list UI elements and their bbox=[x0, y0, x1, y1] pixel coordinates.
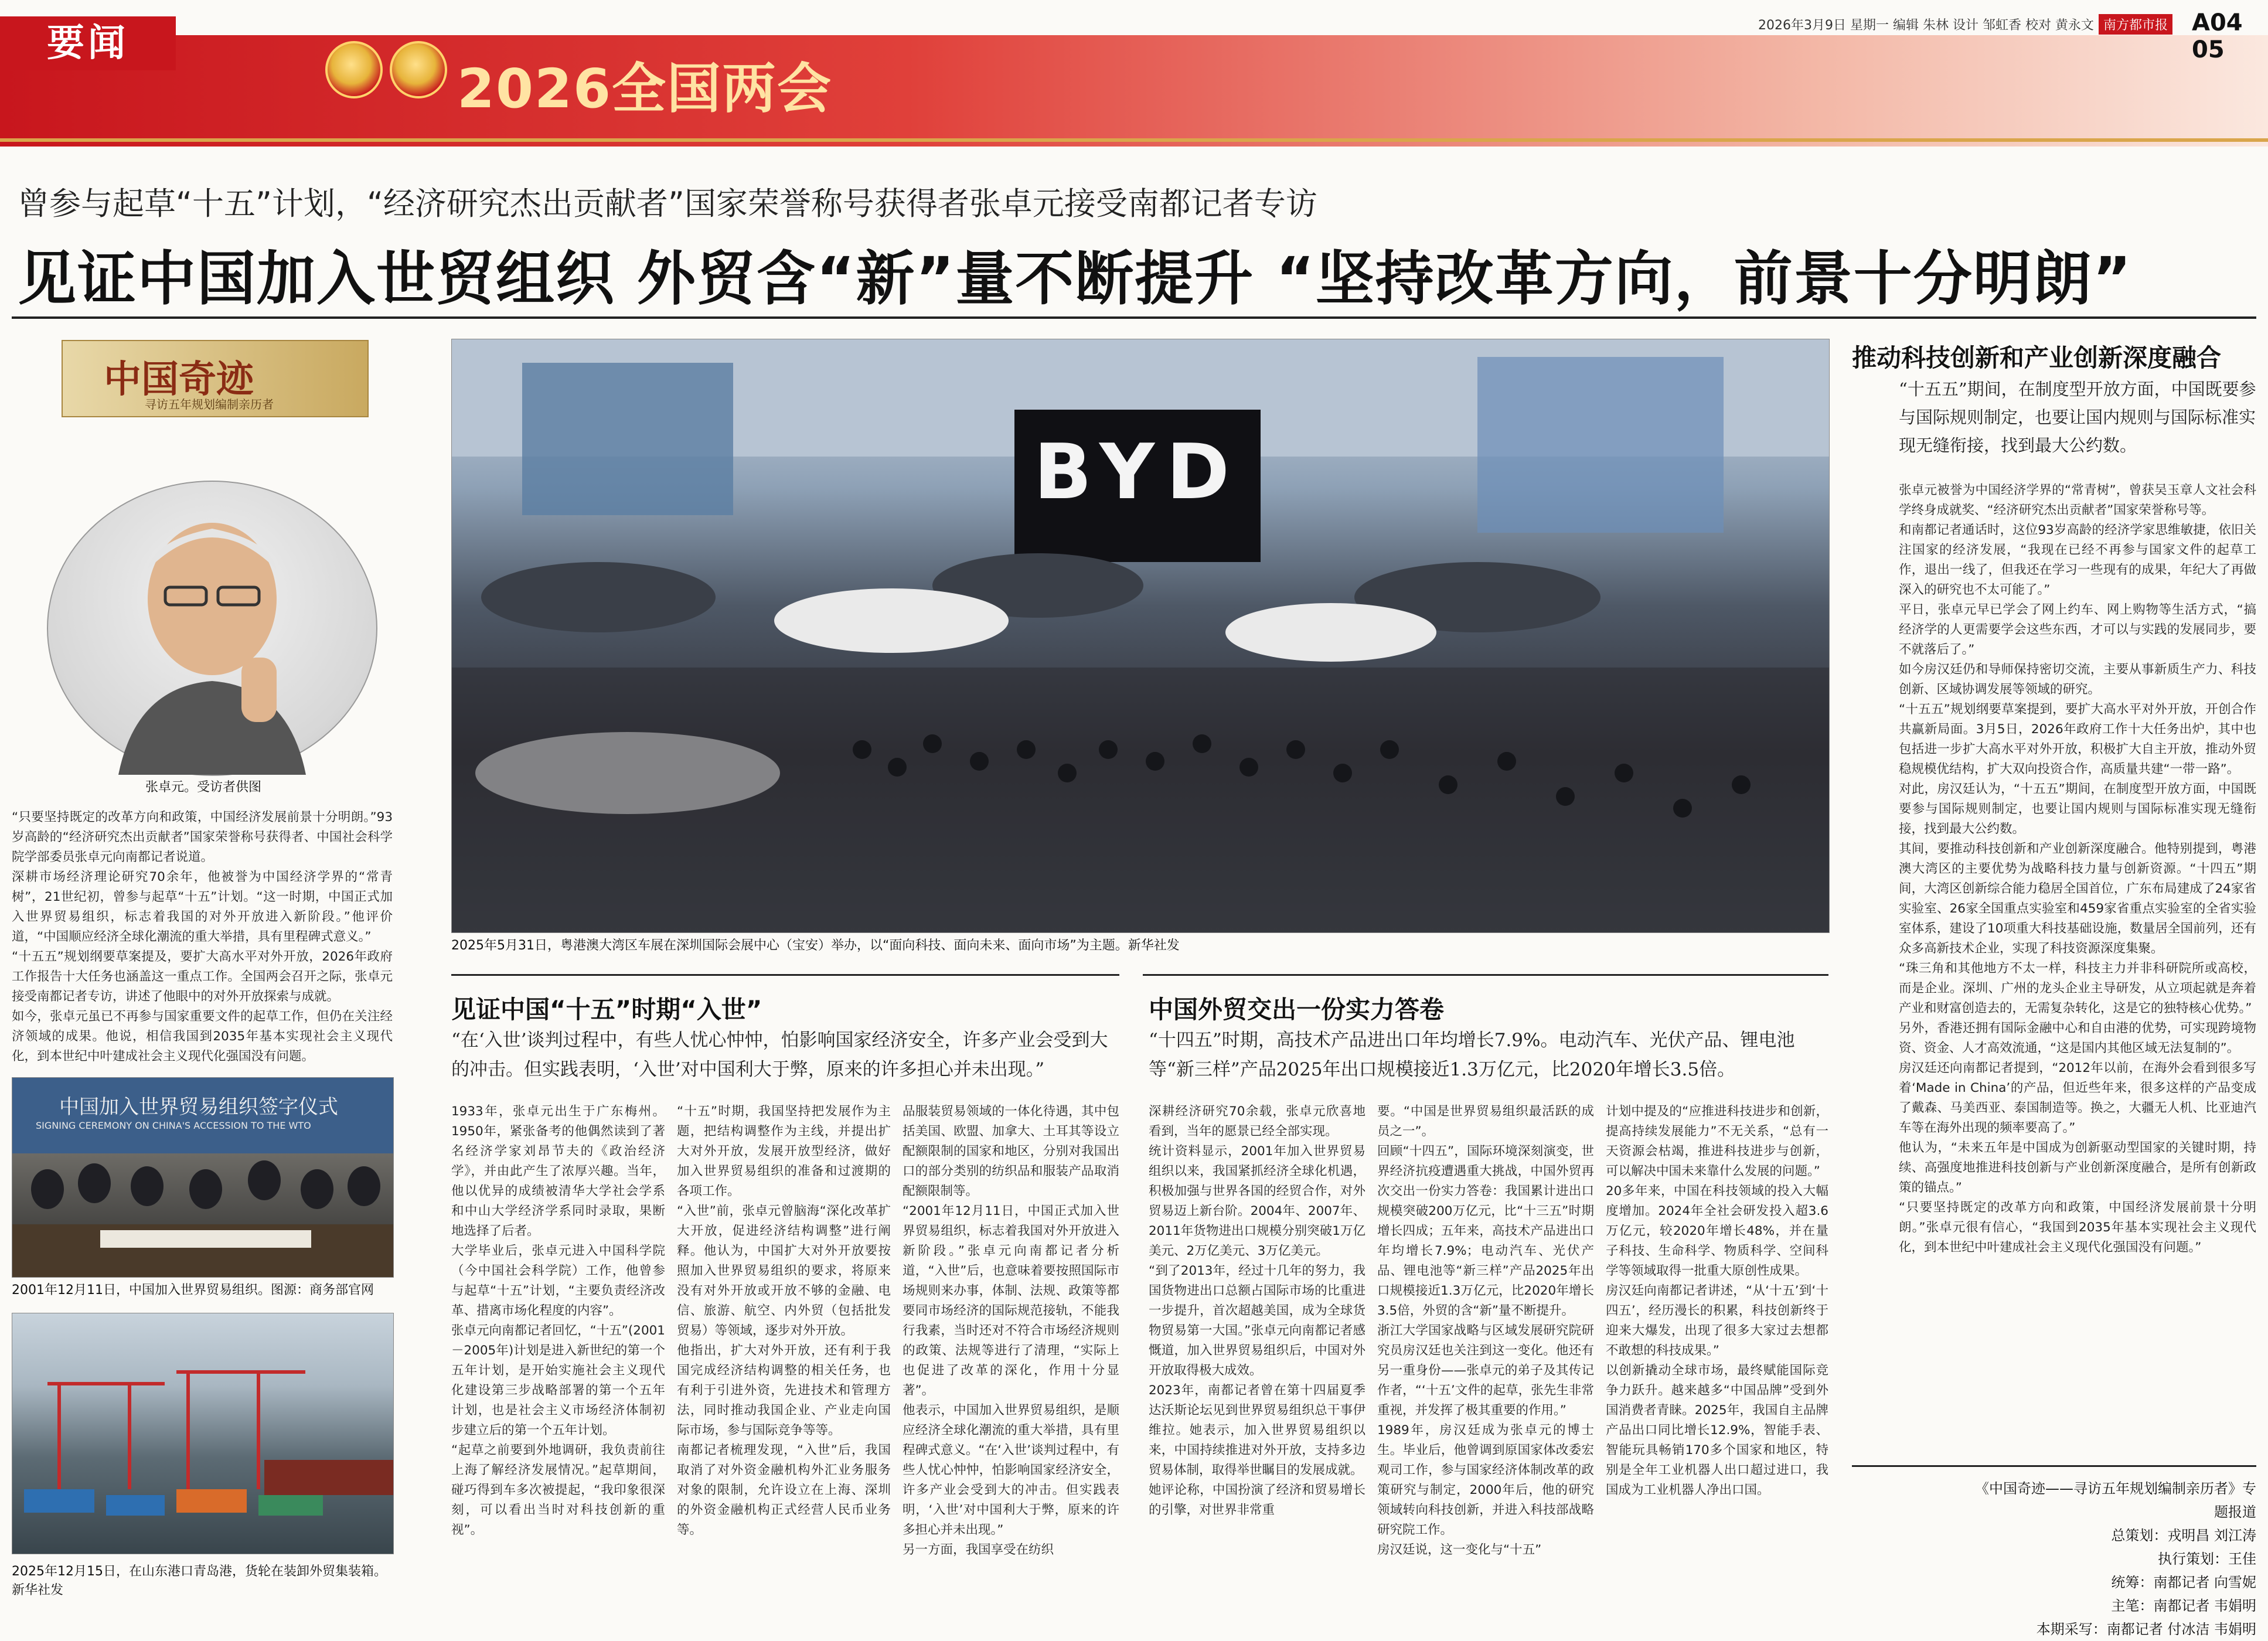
credits-line: 《中国奇迹——寻访五年规划编制亲历者》专题报道 bbox=[1975, 1480, 2256, 1520]
column-tag-title: 中国奇迹 bbox=[104, 358, 254, 401]
paragraph: 其间，要推动科技创新和产业创新深度融合。他特别提到，粤港澳大湾区的主要优势为战略科技力量与创新资源。“十四五”期间，大湾区创新综合能力稳居全国首位，广东布局建成了24家省实验室、26家全国重点实验室和459家省重点实验室的全省实验室体系，建设了10项重大科技基础设施，数量居全国前列，还有众多高新技术企业，实现了科技资源深度集聚。 bbox=[1899, 842, 2256, 956]
paragraph: 深耕经济研究70余载，张卓元欣喜地看到，当年的愿景已经全部实现。 bbox=[1149, 1104, 1365, 1139]
wto-sign-english: SIGNING CEREMONY ON CHINA'S ACCESSION TO THE WTO bbox=[36, 1120, 311, 1131]
paragraph: 她评论称，中国扮演了经济和贸易增长的引擎，对世界非常重 bbox=[1149, 1483, 1365, 1517]
section1-col3 bbox=[903, 1102, 1119, 1618]
paragraph: 平日，张卓元早已学会了网上约车、网上购物等生活方式，“搞经济学的人更需要学会这些东西，才可以与实践的发展同步，要不就落后了。” bbox=[1899, 602, 2256, 657]
paragraph: 他认为，“未来五年是中国成为创新驱动型国家的关键时期，持续、高强度地推进科技创新与产业创新深度融合，是所有创新政策的锚点。” bbox=[1899, 1140, 2256, 1195]
credits-rule bbox=[1852, 1465, 2256, 1467]
paragraph: 如今房汉廷仍和导师保持密切交流，主要从事新质生产力、科技创新、区域协调发展等领域的研究。 bbox=[1899, 662, 2256, 697]
headline-rule bbox=[12, 316, 2256, 319]
section3-title: 推动科技创新和产业创新深度融合 bbox=[1852, 343, 2222, 372]
paragraph: “到了2013年，经过十几年的努力，我国货物进出口总额占国际市场的比重进一步提升，首次超越美国，成为全球货物贸易第一大国。”张卓元向南都记者感慨道，加入世界贸易组织后，中国对外开放取得极大成效。 bbox=[1149, 1264, 1365, 1378]
paragraph: 回顾“十四五”，国际环境深刻演变，世界经济抗疫遭遇重大挑战，中国外贸再次交出一份实力答卷：我国累计进出口规模突破200万亿元，比“十三五”时期增长四成；五年来，高技术产品进出口年均增长7.9%；电动汽车、光伏产品、锂电池等“新三样”产品2025年出口规模接近1.3万亿元，比2020年增长3.5倍，外贸的含“新”量不断提升。 bbox=[1377, 1144, 1594, 1318]
section2-rule bbox=[1143, 974, 1828, 976]
portrait-caption: 张卓元。受访者供图 bbox=[145, 780, 262, 795]
section1-lead: “在‘入世’谈判过程中，有些人忧心忡忡，怕影响国家经济安全，许多产业会受到大的冲击。但实践表明，‘入世’对中国利大于弊，原来的许多担心并未出现。” bbox=[451, 1030, 1108, 1080]
port-cranes bbox=[12, 1313, 393, 1554]
intro-paragraph: “只要坚持既定的改革方向和政策，中国经济发展前景十分明朗。”93岁高龄的“经济研究杰出贡献者”国家荣誉称号获得者、中国社会科学院学部委员张卓元向南都记者说道。 bbox=[12, 810, 393, 864]
intro-text bbox=[12, 808, 393, 1064]
paragraph: 另一方面，我国享受在纺织 bbox=[903, 1543, 1054, 1557]
cppcc-emblem-icon bbox=[390, 41, 447, 98]
national-emblem-icon bbox=[325, 41, 383, 98]
paragraph: “珠三角和其他地方不太一样，科技主力并非科研院所或高校，而是企业。深圳、广州的龙头企业主导研发，从立项起就是奔着产业和财富创造去的，无需复杂转化，这是它的独特核心优势。” bbox=[1899, 961, 2256, 1016]
paragraph: 1989年，房汉廷成为张卓元的博士生。毕业后，他曾调到原国家体改委宏观司工作，参与国家经济体制改革的政策研究与制定，2000年后，他的研究领域转向科技创新，并进入科技部战略研究院工作。 bbox=[1377, 1423, 1594, 1537]
paragraph: “入世”前，张卓元曾脑海“深化改革扩大开放，促进经济结构调整”进行阐释。他认为，中国扩大对外开放要按照加入世界贸易组织的要求，将原来没有对外开放或开放不够的金融、电信、旅游、航空、内外贸（包括批发贸易）等领域，逐步对外开放。 bbox=[677, 1204, 891, 1338]
section1-col1 bbox=[451, 1102, 665, 1618]
paragraph: 他表示，中国加入世界贸易组织，是顺应经济全球化潮流的重大举措，具有里程碑式意义。“在‘入世’谈判过程中，有些人忧心忡忡，怕影响国家经济安全，许多产业会受到大的冲击。但实践表明，‘入世’对中国利大于弊，原来的许多担心并未出现。” bbox=[903, 1403, 1119, 1537]
intro-paragraph: 如今，张卓元虽已不再参与国家重要文件的起草工作，但仍在关注经济领域的成果。他说，相信我国到2035年基本实现社会主义现代化，到本世纪中叶建成社会主义现代化强国没有问题。 bbox=[12, 1009, 393, 1064]
port-photo bbox=[12, 1313, 394, 1554]
paragraph: 统计资料显示，2001年加入世界贸易组织以来，我国紧抓经济全球化机遇，积极加强与世界各国的经贸合作，对外贸易迈上新台阶。2004年、2007年、2011年货物进出口规模分别突破1万亿美元、2万亿美元、3万亿美元。 bbox=[1149, 1144, 1365, 1258]
paragraph: 浙江大学国家战略与区域发展研究院研究员房汉廷也关注到这一变化。他还有另一重身份——张卓元的弟子及其传记作者，“‘十五’文件的起草，张先生非常重视，并发挥了极其重要的作用。” bbox=[1377, 1323, 1594, 1418]
section-label: 要闻 bbox=[0, 16, 176, 70]
headline: 见证中国加入世贸组织 外贸含“新”量不断提升 “坚持改革方向，前景十分明朗” bbox=[18, 244, 2133, 313]
paragraph: 计划中提及的“应推进科技进步和创新，提高持续发展能力”不无关系，“总有一天资源会枯竭，推进科技进步与创新，可以解决中国未来靠什么发展的问题。” bbox=[1606, 1104, 1828, 1179]
port-caption: 2025年12月15日，在山东港口青岛港，货轮在装卸外贸集装箱。新华社发 bbox=[12, 1564, 387, 1598]
paragraph: “起草之前要到外地调研，我负责前往上海了解经济发展情况。”起草期间，碰巧得到车多次被提起，“我印象很深刻，可以看出当时对科技创新的重视”。 bbox=[451, 1443, 665, 1537]
paragraph: 对此，房汉廷认为，“十五五”期间，在制度型开放方面，中国既要参与国际规则制定，也要让国内规则与国际标准实现无缝衔接，找到最大公约数。 bbox=[1899, 782, 2256, 836]
section1-col2 bbox=[677, 1102, 891, 1618]
paragraph: 2023年，南都记者曾在第十四届夏季达沃斯论坛见到世界贸易组织总干事伊维拉。她表示，加入世界贸易组织以来，中国持续推进对外开放，支持多边贸易体制，取得举世瞩目的发展成就。 bbox=[1149, 1383, 1365, 1477]
kicker: 曾参与起草“十五”计划，“经济研究杰出贡献者”国家荣誉称号获得者张卓元接受南都记者专访 bbox=[18, 185, 1317, 222]
wto-photo bbox=[12, 1077, 394, 1278]
paragraph: 另外，香港还拥有国际金融中心和自由港的优势，可实现跨境物资、资金、人才高效流通，“这是国内其他区域无法复制的”。 bbox=[1899, 1021, 2256, 1056]
auto-show-photo bbox=[451, 339, 1830, 933]
paragraph: “十五”时期，我国坚持把发展作为主题，把结构调整作为主线，并提出扩大对外开放，发展开放型经济，做好加入世界贸易组织的准备和过渡期的各项工作。 bbox=[677, 1104, 891, 1199]
paragraph: 张卓元被誉为中国经济学界的“常青树”，曾获吴玉章人文社会科学终身成就奖、“经济研究杰出贡献者”国家荣誉称号等。 bbox=[1899, 483, 2256, 518]
intro-paragraph: “十五五”规划纲要草案提及，要扩大高水平对外开放，2026年政府工作报告十大任务也涵盖这一重点工作。全国两会召开之际，张卓元接受南都记者专访，讲述了他眼中的对外开放探索与成就。 bbox=[12, 949, 393, 1004]
intro-paragraph: 深耕市场经济理论研究70余年，他被誉为中国经济学界的“常青树”，21世纪初，曾参与起草“十五”计划。“这一时期，中国正式加入世界贸易组织，标志着我国的对外开放进入新阶段。”他评价道，“中国顺应经济全球化潮流的重大举措，具有里程碑式意义。” bbox=[12, 870, 393, 944]
signing-people bbox=[12, 1154, 393, 1277]
section2-col2 bbox=[1377, 1102, 1594, 1618]
paragraph: 品服装贸易领域的一体化待遇，其中包括美国、欧盟、加拿大、土耳其等设立配额限制的国家和地区，分别对我国出口的部分类别的纺织品和服装产品取消配额限制等。 bbox=[903, 1104, 1119, 1199]
column-tag bbox=[62, 340, 369, 417]
section2-lead: “十四五”时期，高技术产品进出口年均增长7.9%。电动汽车、光伏产品、锂电池等“新三样”产品2025年出口规模接近1.3万亿元，比2020年增长3.5倍。 bbox=[1149, 1030, 1795, 1080]
credits-line: 执行策划：王佳 bbox=[2158, 1551, 2256, 1567]
page-meta bbox=[1758, 14, 2172, 35]
paragraph: 20多年来，中国在科技领域的投入大幅度增加。2024年全社会研发投入超3.6万亿元，较2020年增长48%，并在量子科技、生命科学、物质科学、空间科学等领域取得一批重大原创性成果。 bbox=[1606, 1184, 1828, 1278]
paragraph: 1933年，张卓元出生于广东梅州。1950年，紧张备考的他偶然读到了著名经济学家刘昂节夫的《政治经济学》，并由此产生了浓厚兴趣。当年，他以优异的成绩被清华大学社会学系和中山大学经济学系同时录取，果断地选择了后者。 bbox=[451, 1104, 665, 1238]
credits-line: 总策划：戎明昌 刘江涛 bbox=[2111, 1527, 2256, 1544]
portrait-photo bbox=[47, 481, 377, 776]
paragraph: “2001年12月11日，中国正式加入世界贸易组织，标志着我国对外开放进入新阶段。”张卓元向南都记者分析道，“入世”后，也意味着要按照国际市场规则来办事，体制、法规、政策等都要同市场经济的国际规范接轨，不能我行我素，当时还对不符合市场经济规则的政策、法规等进行了清理，“实际上也促进了改革的深化，作用十分显著”。 bbox=[903, 1204, 1119, 1398]
banner-title: 2026全国两会 bbox=[457, 57, 833, 120]
byd-logo: BYD bbox=[1033, 427, 1242, 516]
paragraph: “十五五”规划纲要草案提到，要扩大高水平对外开放，开创合作共赢新局面。3月5日，2026年政府工作十大任务出炉，其中也包括进一步扩大高水平对外开放，积极扩大自主开放，推动外贸稳规模优结构，扩大双向投资合作，高质量共建“一带一路”。 bbox=[1899, 702, 2256, 777]
banner-divider bbox=[0, 138, 2268, 142]
wto-sign-chinese: 中国加入世界贸易组织签字仪式 bbox=[59, 1095, 338, 1119]
paragraph: 大学毕业后，张卓元进入中国科学院（今中国社会科学院）工作，他曾参与起草“十五”计划，“主要负责经济改革、措离市场化程度的内容”。 bbox=[451, 1244, 665, 1318]
paragraph: “只要坚持既定的改革方向和政策，中国经济发展前景十分明朗。”张卓元很有信心，“我国到2035年基本实现社会主义现代化，到本世纪中叶建成社会主义现代化强国没有问题。” bbox=[1899, 1200, 2256, 1255]
page-number: A04 05 bbox=[2192, 9, 2243, 63]
section3-lead: “十五五”期间，在制度型开放方面，中国既要参与国际规则制定，也要让国内规则与国际标准实现无缝衔接，找到最大公约数。 bbox=[1899, 379, 2256, 455]
credits-box bbox=[1963, 1477, 2256, 1641]
credits-line: 统筹：南都记者 向雪妮 bbox=[2111, 1574, 2256, 1591]
credits-line: 本期采写：南都记者 付冰洁 韦娟明 bbox=[2036, 1621, 2256, 1637]
paragraph: 房汉廷说，这一变化与“十五” bbox=[1377, 1543, 1542, 1557]
paragraph: 他指出，扩大对外开放，还有利于我国完成经济结构调整的相关任务，也有利于引进外资，先进技术和管理方法，同时推动我国企业、产业走向国际市场，参与国际竞争等等。 bbox=[677, 1343, 891, 1438]
paragraph: 和南都记者通话时，这位93岁高龄的经济学家思维敏捷，依旧关注国家的经济发展，“我现在已经不再参与国家文件的起草工作，退出一线了，但我还在学习一些现有的成果，年纪大了再做深入的研究也不太可能了。” bbox=[1899, 523, 2256, 597]
section2-col3 bbox=[1606, 1102, 1828, 1618]
paragraph: 房汉廷向南都记者讲述，“从‘十五’到‘十四五’，经历漫长的积累，科技创新终于迎来大爆发，出现了很多大家过去想都不敢想的科技成果。” bbox=[1606, 1283, 1828, 1358]
section1-title: 见证中国“十五”时期“入世” bbox=[451, 995, 762, 1024]
paragraph: 房汉廷还向南都记者提到，“2012年以前，在海外会看到很多写着‘Made in China’的产品，但近些年来，很多这样的产品变成了戴森、马美西亚、泰国制造等。换之，大疆无人机、比亚迪汽车等在海外出现的频率要高了。” bbox=[1899, 1061, 2256, 1135]
paragraph: 南都记者梳理发现，“入世”后，我国取消了对外资金融机构外汇业务服务对象的限制，允许设立在上海、深圳的外资金融机构正式经营人民币业务等。 bbox=[677, 1443, 891, 1537]
section3-body bbox=[1899, 481, 2256, 1536]
edition-info: 2026年3月9日 星期一 编辑 朱林 设计 邹虹香 校对 黄永文 bbox=[1758, 18, 2094, 33]
paragraph: 以创新撬动全球市场，最终赋能国际竞争力跃升。越来越多“中国品牌”受到外国消费者青睐。2025年，我国自主品牌产品出口同比增长12.9%，智能手表、智能玩具畅销170多个国家和地区，特别是全年工业机器人出口超过进口，我国成为工业机器人净出口国。 bbox=[1606, 1363, 1828, 1497]
paragraph: 张卓元向南都记者回忆，“十五”(2001－2005年)计划是进入新世纪的第一个五年计划，是开始实施社会主义现代化建设第三步战略部署的第一个五年计划，也是社会主义市场经济体制初步建立后的第一个五年计划。 bbox=[451, 1323, 665, 1438]
section2-col1 bbox=[1149, 1102, 1365, 1618]
paragraph: 要。“中国是世界贸易组织最活跃的成员之一”。 bbox=[1377, 1104, 1594, 1139]
main-photo-caption: 2025年5月31日，粤港澳大湾区车展在深圳国际会展中心（宝安）举办，以“面向科技、面向未来、面向市场”为主题。新华社发 bbox=[451, 938, 1180, 953]
credits-line: 主笔：南都记者 韦娟明 bbox=[2111, 1598, 2256, 1614]
column-tag-subtitle: 寻访五年规划编制亲历者 bbox=[145, 397, 274, 411]
section1-rule bbox=[451, 974, 1119, 976]
portrait-figure bbox=[48, 482, 376, 775]
section2-title: 中国外贸交出一份实力答卷 bbox=[1149, 995, 1445, 1024]
wto-caption: 2001年12月11日，中国加入世界贸易组织。图源：商务部官网 bbox=[12, 1283, 374, 1298]
paper-badge: 南方都市报 bbox=[2099, 14, 2172, 35]
